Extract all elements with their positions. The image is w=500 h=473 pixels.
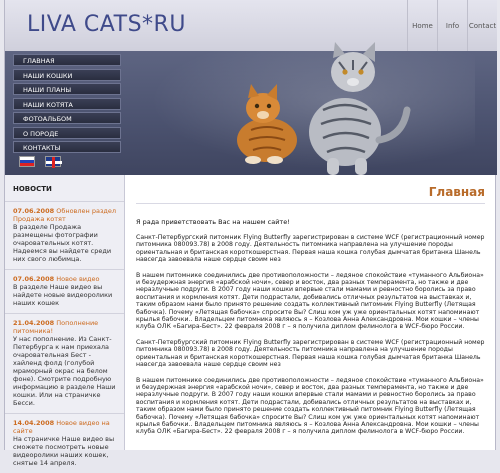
cats-photo	[223, 40, 423, 175]
main-menu	[13, 54, 121, 156]
content-paragraph: В нашем питомнике соединились две противоположности – ледяное спокойствие «туманного Альбиона» и безудержная энергия «арабской ночи», север и восток, два разных темперамента, но также и две неразлучные подруги. В 2007 году наши кошки впервые стали мамами и ревностно боролись за право воспитания и кормления котят. Дети подрастали, добивались отличных результатов на выставках и, таким образом нами было принято решение создать коллективный питомник Flying Butterfly (Летящая бабочка). Почему «Летящая бабочка» спросите Вы? Слиш ком уж уже ориентальных котят напоминают крылья бабочки.. Владельцем питомника являюсь я – Козлова Анна Александровна. Мои кошки – члены клуба ОЛК «Багира-Бест». 22 февраля 2008 г – я получила диплом фелинолога в WCF-бюро России.	[136, 271, 484, 331]
news-item	[5, 201, 124, 269]
header	[5, 0, 497, 175]
main-content	[126, 175, 497, 450]
menu-item-kittens[interactable]: НАШИ КОТЯТА	[13, 98, 121, 110]
news-headline-link[interactable]: Обновлен раздел Продажа котят	[13, 207, 117, 223]
silver-cat-image	[309, 42, 407, 175]
uk-flag-icon[interactable]	[45, 156, 61, 167]
topnav-contact-link[interactable]: Contact	[467, 0, 497, 51]
topnav-info-link[interactable]: Info	[437, 0, 467, 51]
news-item	[5, 313, 124, 413]
news-text: У нас пополнение. Из Санкт-Петербурга к нам приехала очаровательная Бест - хайленд фолд (голубой мраморный окрас на белом фоне). Смотрите подробную информацию в разделе Наши кошки. Или на страничке Бесси.	[13, 335, 116, 407]
news-text: В разделе Продажа размещены фотографии очаровательных котят. Надеемся вы найдете среди них свого любимца.	[13, 223, 112, 263]
orange-cat-image	[237, 84, 297, 164]
news-item	[5, 413, 124, 473]
news-headline-link[interactable]: Новое видео	[56, 275, 100, 283]
news-headline-link[interactable]: Новое видео на сайте	[13, 419, 110, 435]
content-paragraph: Санкт-Петербургский питомник Flying Butterfly зарегистрирован в системе WCF (регистрационный номер питомника 080093.78) в 2008 году. Деятельность питомника направлена на улучшение породы ориентальная и британская короткошерстная. Первая наша кошка голубая дымчатая британка Шанель навсегда завоевала наше сердце своим нез	[136, 338, 485, 369]
news-date: 21.04.2008	[13, 319, 55, 327]
menu-item-contacts[interactable]: КОНТАКТЫ	[13, 141, 121, 153]
menu-item-photo-album[interactable]: ФОТОАЛЬБОМ	[13, 112, 121, 124]
content-paragraph: Санкт-Петербургский питомник Flying Butterfly зарегистрирован в системе WCF (регистрационный номер питомника 080093.78) в 2008 году. Деятельность питомника направлена на улучшение породы ориентальная и британская короткошерстная. Первая наша кошка голубая дымчатая британка Шанель навсегда завоевала наше сердце своим нез	[136, 234, 485, 264]
menu-item-our-cats[interactable]: НАШИ КОШКИ	[13, 69, 121, 81]
news-date: 07.06.2008	[13, 207, 55, 215]
news-sidebar	[5, 175, 125, 467]
news-item	[5, 269, 124, 313]
news-headline-link[interactable]: Пополнение питомника!	[13, 319, 99, 335]
menu-item-plans[interactable]: НАШИ ПЛАНЫ	[13, 83, 121, 95]
news-text: В разделе Наше видео вы найдете новые видеоролики наших кошек	[13, 283, 113, 307]
news-text: На страничке Наше видео вы сможете посмотреть новые видеоролики наших кошек, снятые 14 апреля.	[13, 435, 115, 467]
news-list	[5, 201, 124, 473]
site-logo[interactable]: LIVA CATS*RU	[27, 12, 186, 37]
page-title: Главная	[136, 185, 485, 204]
news-date: 07.06.2008	[13, 275, 55, 283]
menu-item-home[interactable]: ГЛАВНАЯ	[13, 54, 121, 66]
language-switcher	[19, 156, 61, 167]
page	[4, 0, 497, 467]
greeting-text: Я рада приветствовать Вас на нашем сайте!	[136, 218, 290, 226]
menu-item-about-breed[interactable]: О ПОРОДЕ	[13, 127, 121, 139]
news-title: НОВОСТИ	[13, 185, 52, 193]
content-paragraph: В нашем питомнике соединились две противоположности – ледяное спокойствие «туманного Альбиона» и безудержная энергия «арабской ночи», север и восток, два разных темперамента, но также и две неразлучные подруги. В 2007 году наши кошки впервые стали мамами и ревностно боролись за право воспитания и кормления котят. Дети подрастали, добивались отличных результатов на выставках и, таким образом нами было принято решение создать коллективный питомник Flying Butterfly (Летящая бабочка). Почему «Летящая бабочка» спросите Вы? Слиш ком уж уже ориентальных котят напоминают крылья бабочки.. Владельцем питомника являюсь я – Козлова Анна Александровна. Мои кошки – члены клуба ОЛК «Багира-Бест». 22 февраля 2008 г – я получила диплом фелинолога в WCF-бюро России.	[136, 376, 484, 436]
news-date: 14.04.2008	[13, 419, 55, 427]
russian-flag-icon[interactable]	[19, 156, 35, 167]
topnav-home-link[interactable]: Home	[407, 0, 437, 51]
